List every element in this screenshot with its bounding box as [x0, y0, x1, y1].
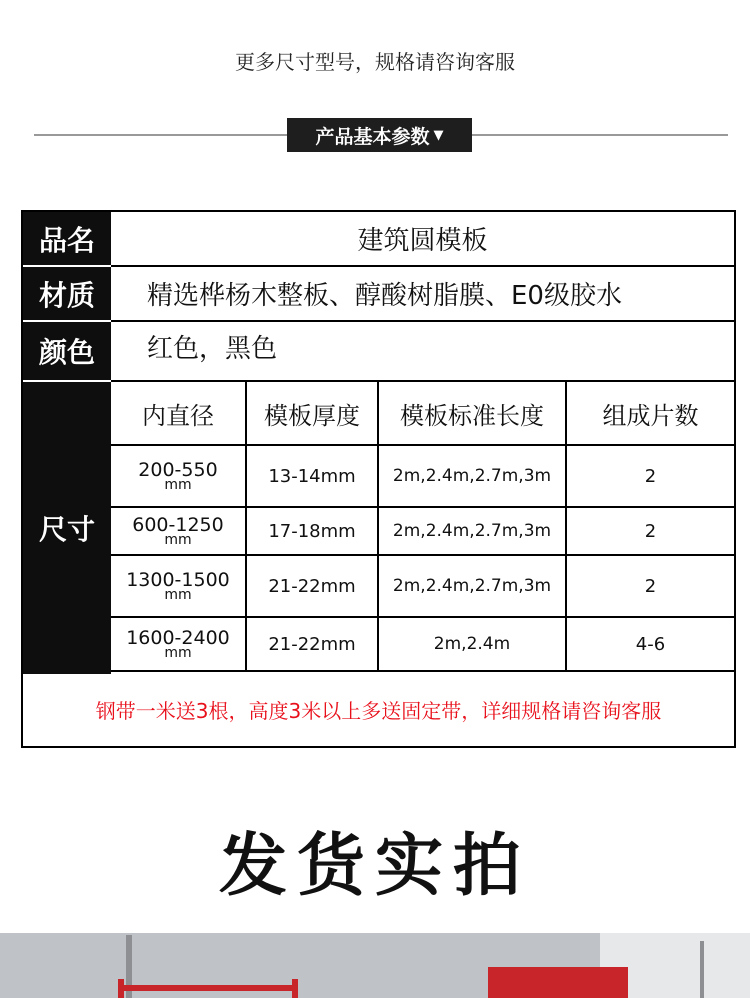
size-row-4-diameter-value: 1600-2400: [126, 626, 230, 649]
size-row-3-diameter-value: 1300-1500: [126, 568, 230, 591]
photo-pole-2: [700, 941, 704, 998]
section-label: 产品基本参数: [315, 125, 430, 148]
size-row-1-pieces: [567, 446, 734, 508]
size-row-2-diameter: [111, 508, 247, 556]
photo-truck-post-2: [292, 979, 298, 998]
size-row-2-unit: mm: [164, 531, 192, 548]
size-header-diameter: [111, 382, 247, 446]
shipping-title: 发货实拍: [218, 827, 531, 906]
size-row-2-length-value: 2m,2.4m,2.7m,3m: [392, 521, 552, 541]
size-row-2-length: [379, 508, 567, 556]
size-row-2-pieces: [567, 508, 734, 556]
size-row-1-diameter-value: 200-550: [138, 458, 218, 481]
value-color: [111, 322, 734, 382]
label-material: 材质: [23, 267, 111, 322]
size-header-length: [379, 382, 567, 446]
value-material: [111, 267, 734, 322]
size-header-pieces: [567, 382, 734, 446]
size-row-1-unit: mm: [164, 476, 192, 493]
size-row-4-pieces-value: 4-6: [635, 633, 666, 655]
size-row-3-thickness: [247, 556, 379, 618]
size-row-2-thickness-value: 17-18mm: [268, 520, 356, 542]
value-name-text: 建筑圆模板: [357, 226, 488, 256]
size-row-1-length-value: 2m,2.4m,2.7m,3m: [392, 466, 552, 486]
triangle-down-icon: ▼: [433, 127, 444, 143]
size-row-4-pieces: [567, 618, 734, 672]
size-header-thickness-text: 模板厚度: [264, 401, 360, 430]
top-note: 更多尺寸型号，规格请咨询客服: [235, 50, 515, 74]
size-header-pieces-text: 组成片数: [602, 401, 699, 430]
size-row-2-thickness: [247, 508, 379, 556]
size-row-4-diameter: [111, 618, 247, 672]
size-row-4-length-value: 2m,2.4m: [433, 634, 511, 654]
size-row-3-pieces-value: 2: [644, 575, 657, 597]
size-row-2-pieces-value: 2: [644, 520, 657, 542]
size-row-2-diameter-value: 600-1250: [132, 513, 224, 536]
size-header-diameter-text: 内直径: [142, 401, 214, 430]
size-row-4-length: [379, 618, 567, 672]
shipping-photo: [0, 933, 750, 998]
label-color: 颜色: [23, 322, 111, 382]
value-name: [111, 212, 734, 267]
size-header-length-text: 模板标准长度: [400, 401, 544, 430]
size-row-4-unit: mm: [164, 644, 192, 661]
size-grid: [111, 382, 734, 672]
size-row-3-pieces: [567, 556, 734, 618]
label-size: 尺寸: [23, 382, 111, 674]
spec-table: [21, 210, 736, 748]
size-row-3-unit: mm: [164, 586, 192, 603]
size-row-1-thickness-value: 13-14mm: [268, 465, 356, 487]
value-material-text: 精选桦杨木整板、醇酸树脂膜、E0级胶水: [147, 281, 622, 311]
label-name: 品名: [23, 212, 111, 267]
size-row-4-thickness: [247, 618, 379, 672]
size-row-3-diameter: [111, 556, 247, 618]
size-row-1-thickness: [247, 446, 379, 508]
size-row-1-diameter: [111, 446, 247, 508]
size-row-4-thickness-value: 21-22mm: [268, 633, 356, 655]
size-header-thickness: [247, 382, 379, 446]
value-color-text: 红色，黑色: [147, 334, 278, 364]
photo-truck-cab: [488, 967, 628, 998]
table-note: 钢带一米送3根，高度3米以上多送固定带，详细规格请咨询客服: [95, 698, 662, 723]
photo-truck-post: [118, 979, 124, 998]
size-row-1-pieces-value: 2: [644, 465, 657, 487]
photo-truck-rail: [118, 985, 298, 991]
size-row-3-length: [379, 556, 567, 618]
size-row-1-length: [379, 446, 567, 508]
size-row-3-length-value: 2m,2.4m,2.7m,3m: [392, 576, 552, 596]
size-row-3-thickness-value: 21-22mm: [268, 575, 356, 597]
section-title: [287, 118, 472, 152]
